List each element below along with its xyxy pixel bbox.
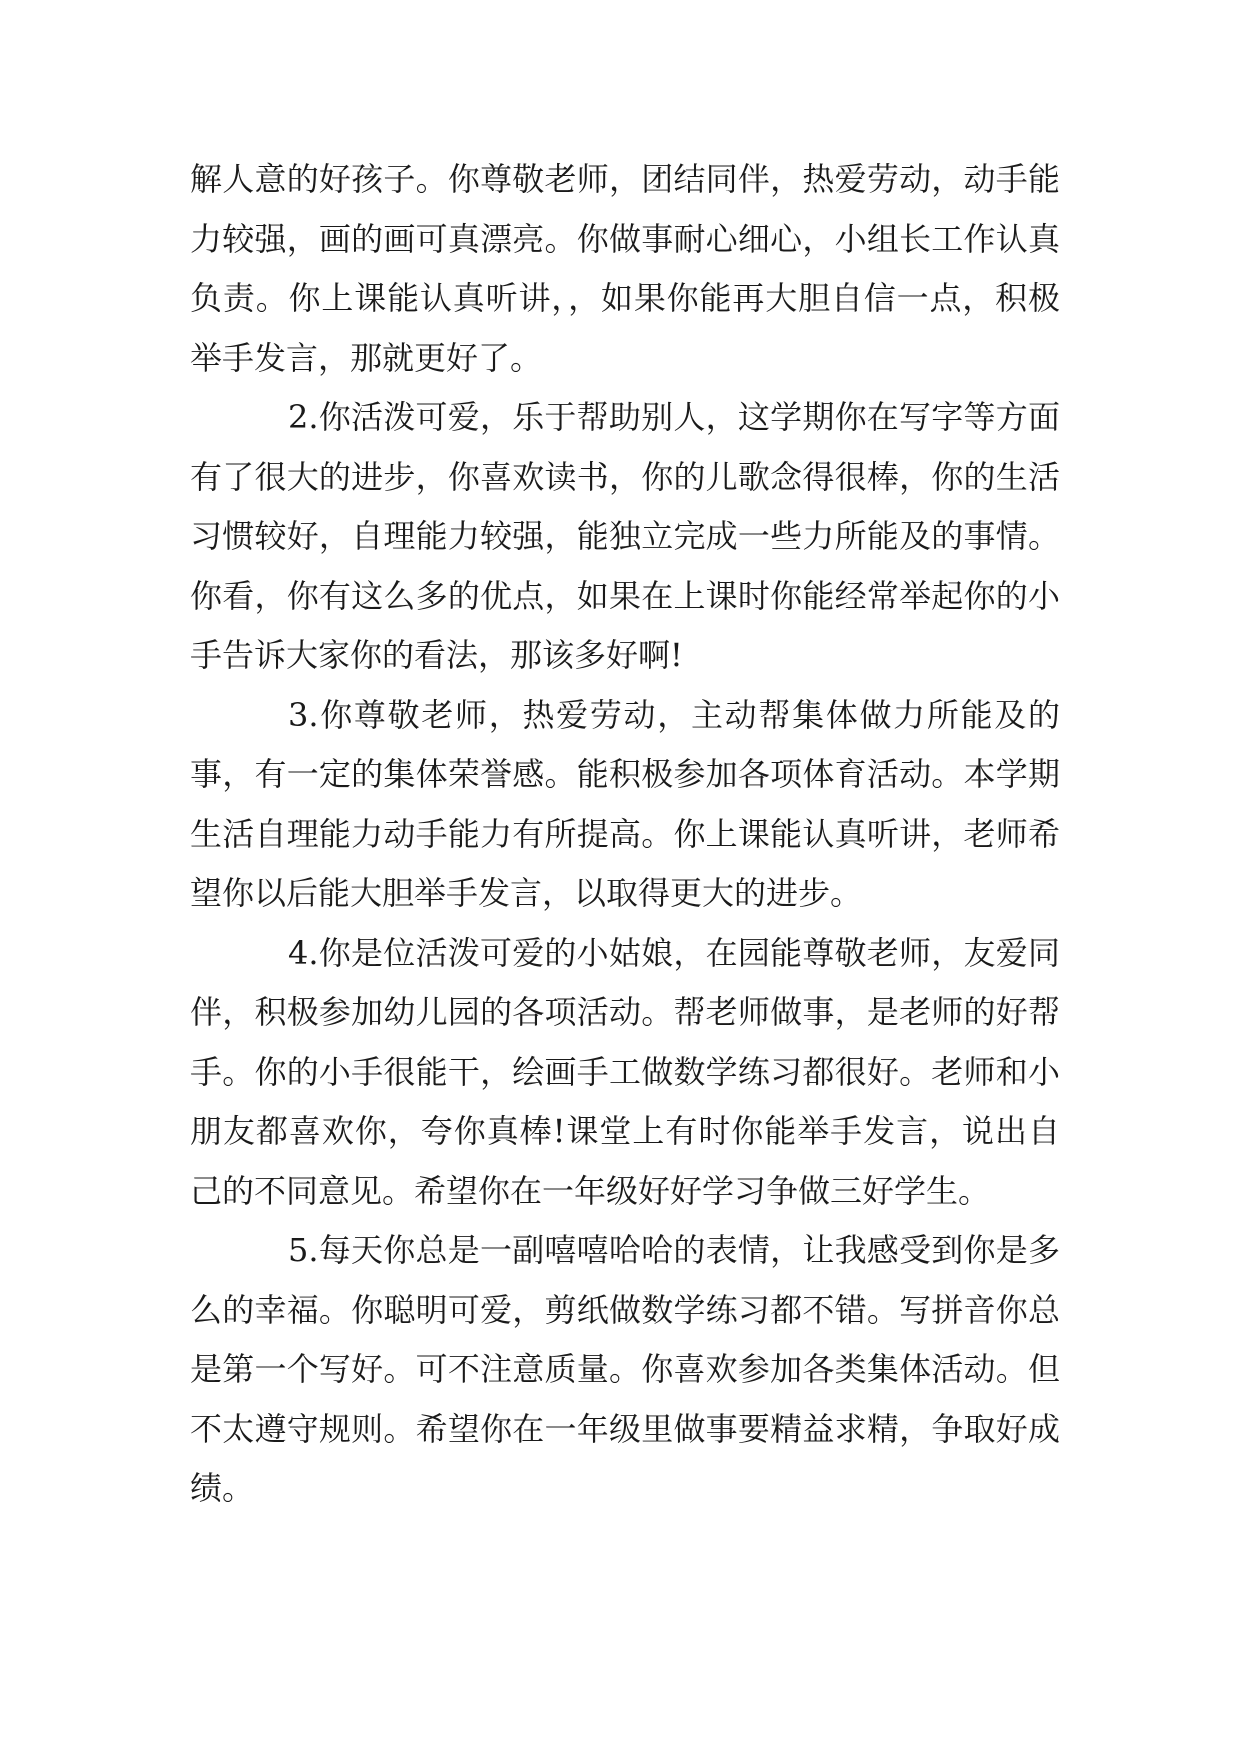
paragraph-item-5: 5.每天你总是一副嘻嘻哈哈的表情，让我感受到你是多么的幸福。你聪明可爱，剪纸做数学练习都不错。写拼音你总是第一个写好。可不注意质量。你喜欢参加各类集体活动。但不太遵守规则。希望你在一年级里做事要精益求精，争取好成绩。 [190,1231,1060,1507]
paragraph-continued: 解人意的好孩子。你尊敬老师，团结同伴，热爱劳动，动手能力较强，画的画可真漂亮。你做事耐心细心，小组长工作认真负责。你上课能认真听讲，，如果你能再大胆自信一点，积极举手发言，那就更好了。 [190,160,1060,377]
paragraph-item-4: 4.你是位活泼可爱的小姑娘，在园能尊敬老师，友爱同伴，积极参加幼儿园的各项活动。帮老师做事，是老师的好帮手。你的小手很能干，绘画手工做数学练习都很好。老师和小朋友都喜欢你，夸你真棒!课堂上有时你能举手发言，说出自己的不同意见。希望你在一年级好好学习争做三好学生。 [190,933,1060,1210]
paragraph-item-3: 3.你尊敬老师，热爱劳动，主动帮集体做力所能及的事，有一定的集体荣誉感。能积极参加各项体育活动。本学期生活自理能力动手能力有所提高。你上课能认真听讲，老师希望你以后能大胆举手发言，以取得更大的进步。 [190,695,1060,912]
paragraph-item-2: 2.你活泼可爱，乐于帮助别人，这学期你在写字等方面有了很大的进步，你喜欢读书，你的儿歌念得很棒，你的生活习惯较好，自理能力较强，能独立完成一些力所能及的事情。你看，你有这么多的优点，如果在上课时你能经常举起你的小手告诉大家你的看法，那该多好啊! [190,398,1060,674]
document-body [190,150,1060,1519]
